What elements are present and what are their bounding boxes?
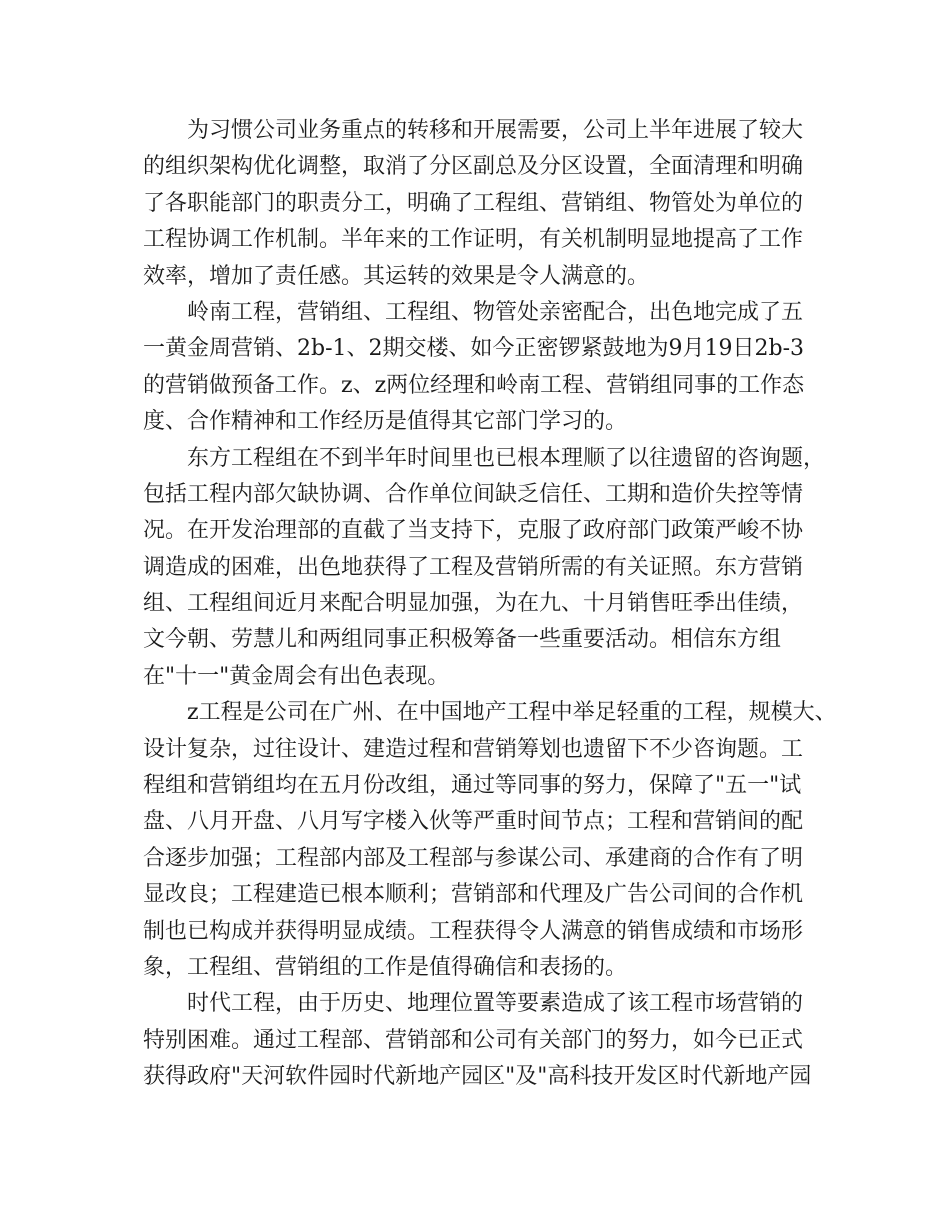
text-line: 制也已构成并获得明显成绩。工程获得令人满意的销售成绩和市场形 [143, 918, 804, 944]
text-line: 的营销做预备工作。z、z两位经理和岭南工程、营销组同事的工作态 [143, 372, 805, 398]
paragraph [143, 441, 826, 696]
text-line: 获得政府"天河软件园时代新地产园区"及"高科技开发区时代新地产园 [143, 1064, 812, 1090]
text-line: 盘、八月开盘、八月写字楼入伙等严重时间节点；工程和营销间的配 [143, 809, 804, 835]
text-line: z工程是公司在广州、在中国地产工程中举足轻重的工程，规模大、 [187, 700, 837, 726]
paragraph [143, 986, 815, 1095]
paragraph [143, 695, 837, 986]
text-line: 的组织架构优化调整，取消了分区副总及分区设置，全面清理和明确 [143, 154, 804, 180]
text-line: 程组和营销组均在五月份改组，通过等同事的努力，保障了"五一"试 [143, 773, 802, 799]
text-line: 文今朝、劳慧儿和两组同事正积极筹备一些重要活动。相信东方组 [143, 627, 782, 653]
text-line: 一黄金周营销、2b-1、2期交楼、如今正密锣紧鼓地为9月19日2b-3 [143, 336, 805, 362]
text-line: 包括工程内部欠缺协调、合作单位间缺乏信任、工期和造价失控等情 [143, 481, 804, 507]
text-line: 时代工程，由于历史、地理位置等要素造成了该工程市场营销的 [187, 991, 804, 1017]
text-line: 了各职能部门的职责分工，明确了工程组、营销组、物管处为单位的 [143, 190, 804, 216]
document-body [143, 113, 837, 1096]
text-line: 在"十一"黄金周会有出色表现。 [143, 663, 450, 689]
text-line: 组、工程组间近月来配合明显加强，为在九、十月销售旺季出佳绩， [143, 591, 804, 617]
text-line: 况。在开发治理部的直截了当支持下，克服了政府部门政策严峻不协 [143, 518, 804, 544]
text-line: 设计复杂，过往设计、建造过程和营销筹划也遗留下不少咨询题。工 [143, 736, 804, 762]
text-line: 岭南工程，营销组、工程组、物管处亲密配合，出色地完成了五 [187, 299, 804, 325]
text-line: 调造成的困难，出色地获得了工程及营销所需的有关证照。东方营销 [143, 554, 804, 580]
paragraph [143, 295, 815, 441]
text-line: 工程协调工作机制。半年来的工作证明，有关机制明显地提高了工作 [143, 227, 804, 253]
text-line: 为习惯公司业务重点的转移和开展需要，公司上半年进展了较大 [187, 118, 804, 143]
text-line: 东方工程组在不到半年时间里也已根本理顺了以往遗留的咨询题， [187, 445, 826, 471]
text-line: 效率，增加了责任感。其运转的效果是令人满意的。 [143, 263, 650, 289]
text-line: 度、合作精神和工作经历是值得其它部门学习的。 [143, 409, 628, 435]
paragraph [143, 113, 815, 295]
text-line: 特别困难。通过工程部、营销部和公司有关部门的努力，如今已正式 [143, 1027, 804, 1053]
text-line: 合逐步加强；工程部内部及工程部与参谋公司、承建商的合作有了明 [143, 845, 804, 871]
text-line: 象，工程组、营销组的工作是值得确信和表扬的。 [143, 954, 628, 980]
text-line: 显改良；工程建造已根本顺利；营销部和代理及广告公司间的合作机 [143, 882, 804, 908]
